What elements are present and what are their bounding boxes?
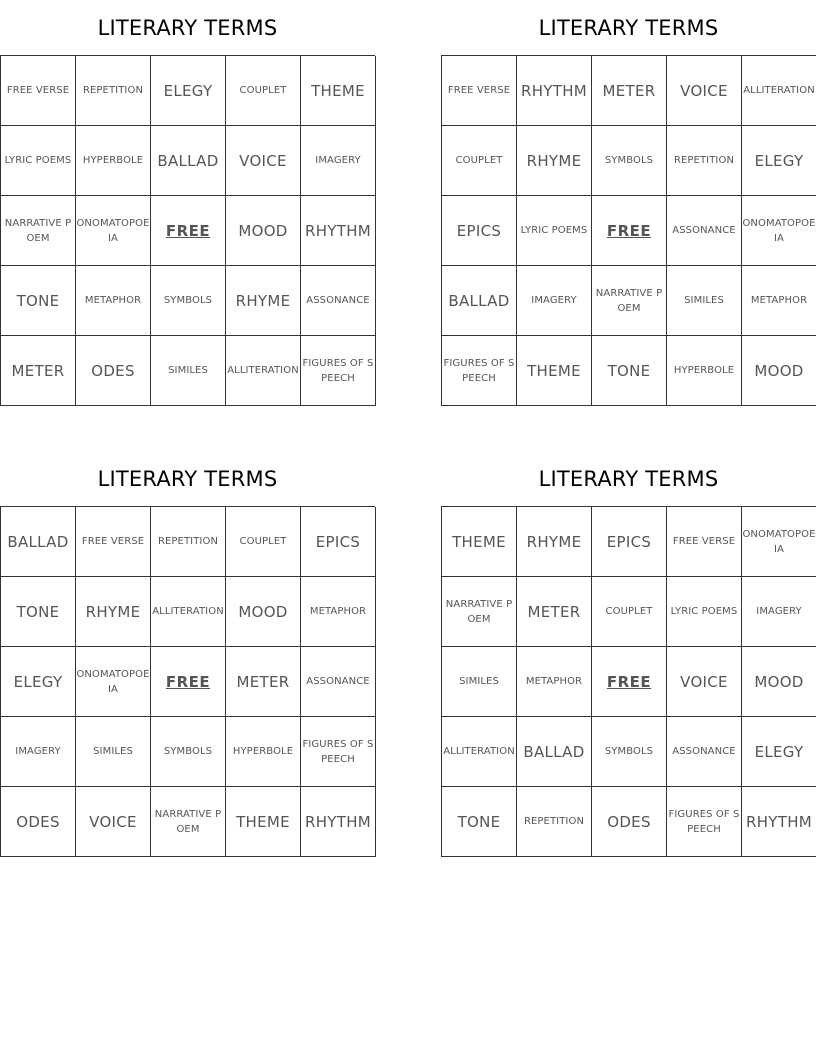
cell-label: SYMBOLS [163, 295, 213, 306]
cell-label: RHYTHM [304, 221, 372, 240]
bingo-cell [301, 717, 376, 787]
card-title: LITERARY TERMS [97, 467, 278, 491]
cell-label: HYPERBOLE [232, 746, 294, 757]
cell-label: TONE [16, 291, 60, 310]
bingo-cell [592, 717, 667, 787]
bingo-cell [151, 787, 226, 857]
bingo-cell [226, 717, 301, 787]
bingo-card-1 [0, 0, 375, 406]
cell-label: COUPLET [455, 155, 503, 166]
cell-label: ASSONANCE [672, 225, 736, 236]
cell-label: TONE [16, 602, 60, 621]
bingo-grid [441, 55, 816, 406]
bingo-cell [301, 126, 376, 196]
bingo-cell [76, 266, 151, 336]
cell-label: ONOMATOPOEIA [742, 217, 816, 244]
bingo-cell [226, 266, 301, 336]
cell-label: METAPHOR [750, 295, 808, 306]
bingo-cell [742, 787, 816, 857]
cell-label: ELEGY [754, 742, 804, 761]
cell-label: METAPHOR [525, 676, 583, 687]
cell-label: MOOD [754, 672, 804, 691]
cell-label: ONOMATOPOEIA [76, 217, 150, 244]
cell-label: RHYME [526, 532, 582, 551]
bingo-cell [151, 266, 226, 336]
cell-label: HYPERBOLE [82, 155, 144, 166]
bingo-cell [742, 266, 816, 336]
cell-label: ASSONANCE [306, 676, 370, 687]
bingo-cell [151, 717, 226, 787]
cell-label: ASSONANCE [306, 295, 370, 306]
cell-label: ELEGY [754, 151, 804, 170]
free-space-cell [592, 647, 667, 717]
bingo-grid [441, 506, 816, 857]
cell-label: ELEGY [163, 81, 213, 100]
bingo-cell [226, 56, 301, 126]
cell-label: COUPLET [239, 536, 287, 547]
bingo-cell [226, 336, 301, 406]
bingo-card-4 [441, 451, 816, 857]
cell-label: FREE [606, 672, 652, 691]
cell-label: RHYME [526, 151, 582, 170]
bingo-cell [592, 126, 667, 196]
free-space-cell [592, 196, 667, 266]
cell-label: ALLITERATION [152, 606, 224, 617]
cell-label: RHYTHM [304, 812, 372, 831]
cell-label: NARRATIVE POEM [154, 808, 222, 835]
bingo-cell [1, 647, 76, 717]
bingo-cell [667, 717, 742, 787]
cell-label: FIGURES OF SPEECH [668, 808, 740, 835]
bingo-cell [442, 647, 517, 717]
cell-label: FREE VERSE [672, 536, 736, 547]
bingo-cell [1, 507, 76, 577]
cell-label: FREE VERSE [447, 85, 511, 96]
bingo-cell [517, 196, 592, 266]
bingo-cell [1, 787, 76, 857]
bingo-cell [742, 336, 816, 406]
cell-label: RHYTHM [520, 81, 588, 100]
cell-label: TONE [607, 361, 651, 380]
bingo-cell [742, 647, 816, 717]
bingo-card-3 [0, 451, 375, 857]
bingo-cell [442, 507, 517, 577]
cell-label: COUPLET [605, 606, 653, 617]
cell-label: METAPHOR [309, 606, 367, 617]
bingo-cell [742, 196, 816, 266]
cell-label: NARRATIVE POEM [445, 598, 513, 625]
cell-label: ALLITERATION [227, 365, 299, 376]
cell-label: METER [236, 672, 290, 691]
bingo-cell [1, 266, 76, 336]
bingo-cell [667, 507, 742, 577]
bingo-cell [592, 266, 667, 336]
bingo-cell [517, 787, 592, 857]
bingo-cell [76, 336, 151, 406]
bingo-cell [151, 507, 226, 577]
card-title: LITERARY TERMS [97, 16, 278, 40]
bingo-cell [592, 577, 667, 647]
bingo-cell [151, 56, 226, 126]
bingo-cell [76, 647, 151, 717]
cell-label: EPICS [315, 532, 361, 551]
bingo-cell [226, 507, 301, 577]
bingo-cell [76, 56, 151, 126]
cell-label: EPICS [456, 221, 502, 240]
card-title: LITERARY TERMS [538, 467, 719, 491]
cell-label: METER [11, 361, 65, 380]
cell-label: FIGURES OF SPEECH [302, 738, 374, 765]
free-space-cell [151, 647, 226, 717]
cell-label: VOICE [680, 81, 728, 100]
bingo-cell [742, 717, 816, 787]
bingo-cell [442, 336, 517, 406]
bingo-cell [1, 56, 76, 126]
cell-label: SYMBOLS [604, 155, 654, 166]
cell-label: REPETITION [82, 85, 144, 96]
bingo-cell [301, 336, 376, 406]
cell-label: TONE [457, 812, 501, 831]
bingo-cell [301, 196, 376, 266]
bingo-cell [517, 717, 592, 787]
bingo-cell [667, 647, 742, 717]
bingo-cell [442, 717, 517, 787]
cell-label: SYMBOLS [163, 746, 213, 757]
cell-label: EPICS [606, 532, 652, 551]
cell-label: VOICE [680, 672, 728, 691]
cell-label: LYRIC POEMS [520, 225, 588, 236]
bingo-cell [667, 787, 742, 857]
cell-label: NARRATIVE POEM [4, 217, 72, 244]
bingo-cell [742, 577, 816, 647]
bingo-cell [517, 336, 592, 406]
bingo-grid [0, 55, 375, 406]
cell-label: THEME [452, 532, 506, 551]
cell-label: SIMILES [684, 295, 724, 306]
cell-label: FIGURES OF SPEECH [302, 357, 374, 384]
bingo-cell [76, 717, 151, 787]
cell-label: LYRIC POEMS [670, 606, 738, 617]
cell-label: RHYTHM [745, 812, 813, 831]
cell-label: FREE [606, 221, 652, 240]
bingo-cell [517, 577, 592, 647]
cell-label: SIMILES [93, 746, 133, 757]
bingo-cell [226, 647, 301, 717]
bingo-cell [1, 336, 76, 406]
bingo-cell [151, 336, 226, 406]
bingo-cell [226, 126, 301, 196]
cell-label: FREE [165, 221, 211, 240]
free-space-cell [151, 196, 226, 266]
cell-label: IMAGERY [315, 155, 361, 166]
bingo-cell [667, 56, 742, 126]
cell-label: MOOD [754, 361, 804, 380]
bingo-cell [592, 336, 667, 406]
cell-label: METER [527, 602, 581, 621]
cell-label: REPETITION [523, 816, 585, 827]
cell-label: MOOD [238, 602, 288, 621]
cell-label: ALLITERATION [443, 746, 515, 757]
bingo-cell [592, 507, 667, 577]
cell-label: ONOMATOPOEIA [742, 528, 816, 555]
cell-label: ASSONANCE [672, 746, 736, 757]
bingo-cell [226, 577, 301, 647]
bingo-cell [442, 196, 517, 266]
card-title: LITERARY TERMS [538, 16, 719, 40]
bingo-cell [592, 787, 667, 857]
bingo-cell [517, 266, 592, 336]
cell-label: FREE [165, 672, 211, 691]
cell-label: RHYME [85, 602, 141, 621]
cell-label: BALLAD [7, 532, 69, 551]
cell-label: THEME [527, 361, 581, 380]
cell-label: ELEGY [13, 672, 63, 691]
cell-label: BALLAD [523, 742, 585, 761]
bingo-cell [1, 126, 76, 196]
cell-label: THEME [236, 812, 290, 831]
cell-label: THEME [311, 81, 365, 100]
bingo-cell [742, 56, 816, 126]
cell-label: ODES [91, 361, 135, 380]
bingo-cell [301, 56, 376, 126]
cell-label: ALLITERATION [743, 85, 815, 96]
bingo-cell [517, 56, 592, 126]
bingo-grid [0, 506, 375, 857]
bingo-cell [76, 577, 151, 647]
bingo-cell [667, 126, 742, 196]
bingo-cell [1, 577, 76, 647]
cell-label: RHYME [235, 291, 291, 310]
bingo-cell [1, 196, 76, 266]
cell-label: REPETITION [673, 155, 735, 166]
bingo-cell [667, 336, 742, 406]
bingo-cell [76, 196, 151, 266]
cell-label: SYMBOLS [604, 746, 654, 757]
cell-label: FIGURES OF SPEECH [443, 357, 515, 384]
cell-label: VOICE [89, 812, 137, 831]
bingo-card-2 [441, 0, 816, 406]
bingo-cell [151, 577, 226, 647]
bingo-cell [226, 196, 301, 266]
cell-label: COUPLET [239, 85, 287, 96]
bingo-cell [442, 126, 517, 196]
cell-label: ODES [607, 812, 651, 831]
bingo-cell [667, 266, 742, 336]
cell-label: ONOMATOPOEIA [76, 668, 150, 695]
cell-label: METER [602, 81, 656, 100]
bingo-cell [667, 577, 742, 647]
bingo-cell [592, 56, 667, 126]
cell-label: SIMILES [459, 676, 499, 687]
bingo-cell [151, 126, 226, 196]
cell-label: LYRIC POEMS [4, 155, 72, 166]
bingo-cell [442, 577, 517, 647]
bingo-cell [442, 787, 517, 857]
cell-label: METAPHOR [84, 295, 142, 306]
bingo-cell [517, 126, 592, 196]
bingo-cell [76, 126, 151, 196]
cell-label: VOICE [239, 151, 287, 170]
cell-label: IMAGERY [15, 746, 61, 757]
bingo-cell [226, 787, 301, 857]
bingo-cell [742, 507, 816, 577]
bingo-cell [442, 266, 517, 336]
bingo-cell [667, 196, 742, 266]
cell-label: NARRATIVE POEM [595, 287, 663, 314]
cell-label: BALLAD [157, 151, 219, 170]
bingo-cell [517, 647, 592, 717]
bingo-cell [442, 56, 517, 126]
bingo-cell [301, 577, 376, 647]
cell-label: HYPERBOLE [673, 365, 735, 376]
bingo-cell [301, 507, 376, 577]
cell-label: FREE VERSE [81, 536, 145, 547]
bingo-cell [301, 266, 376, 336]
cell-label: IMAGERY [531, 295, 577, 306]
bingo-cell [742, 126, 816, 196]
cell-label: REPETITION [157, 536, 219, 547]
bingo-cell [1, 717, 76, 787]
cell-label: FREE VERSE [6, 85, 70, 96]
cell-label: IMAGERY [756, 606, 802, 617]
bingo-cell [301, 787, 376, 857]
bingo-cell [76, 507, 151, 577]
cell-label: MOOD [238, 221, 288, 240]
bingo-cell [301, 647, 376, 717]
bingo-cell [76, 787, 151, 857]
cell-label: BALLAD [448, 291, 510, 310]
cell-label: ODES [16, 812, 60, 831]
cell-label: SIMILES [168, 365, 208, 376]
bingo-cell [517, 507, 592, 577]
